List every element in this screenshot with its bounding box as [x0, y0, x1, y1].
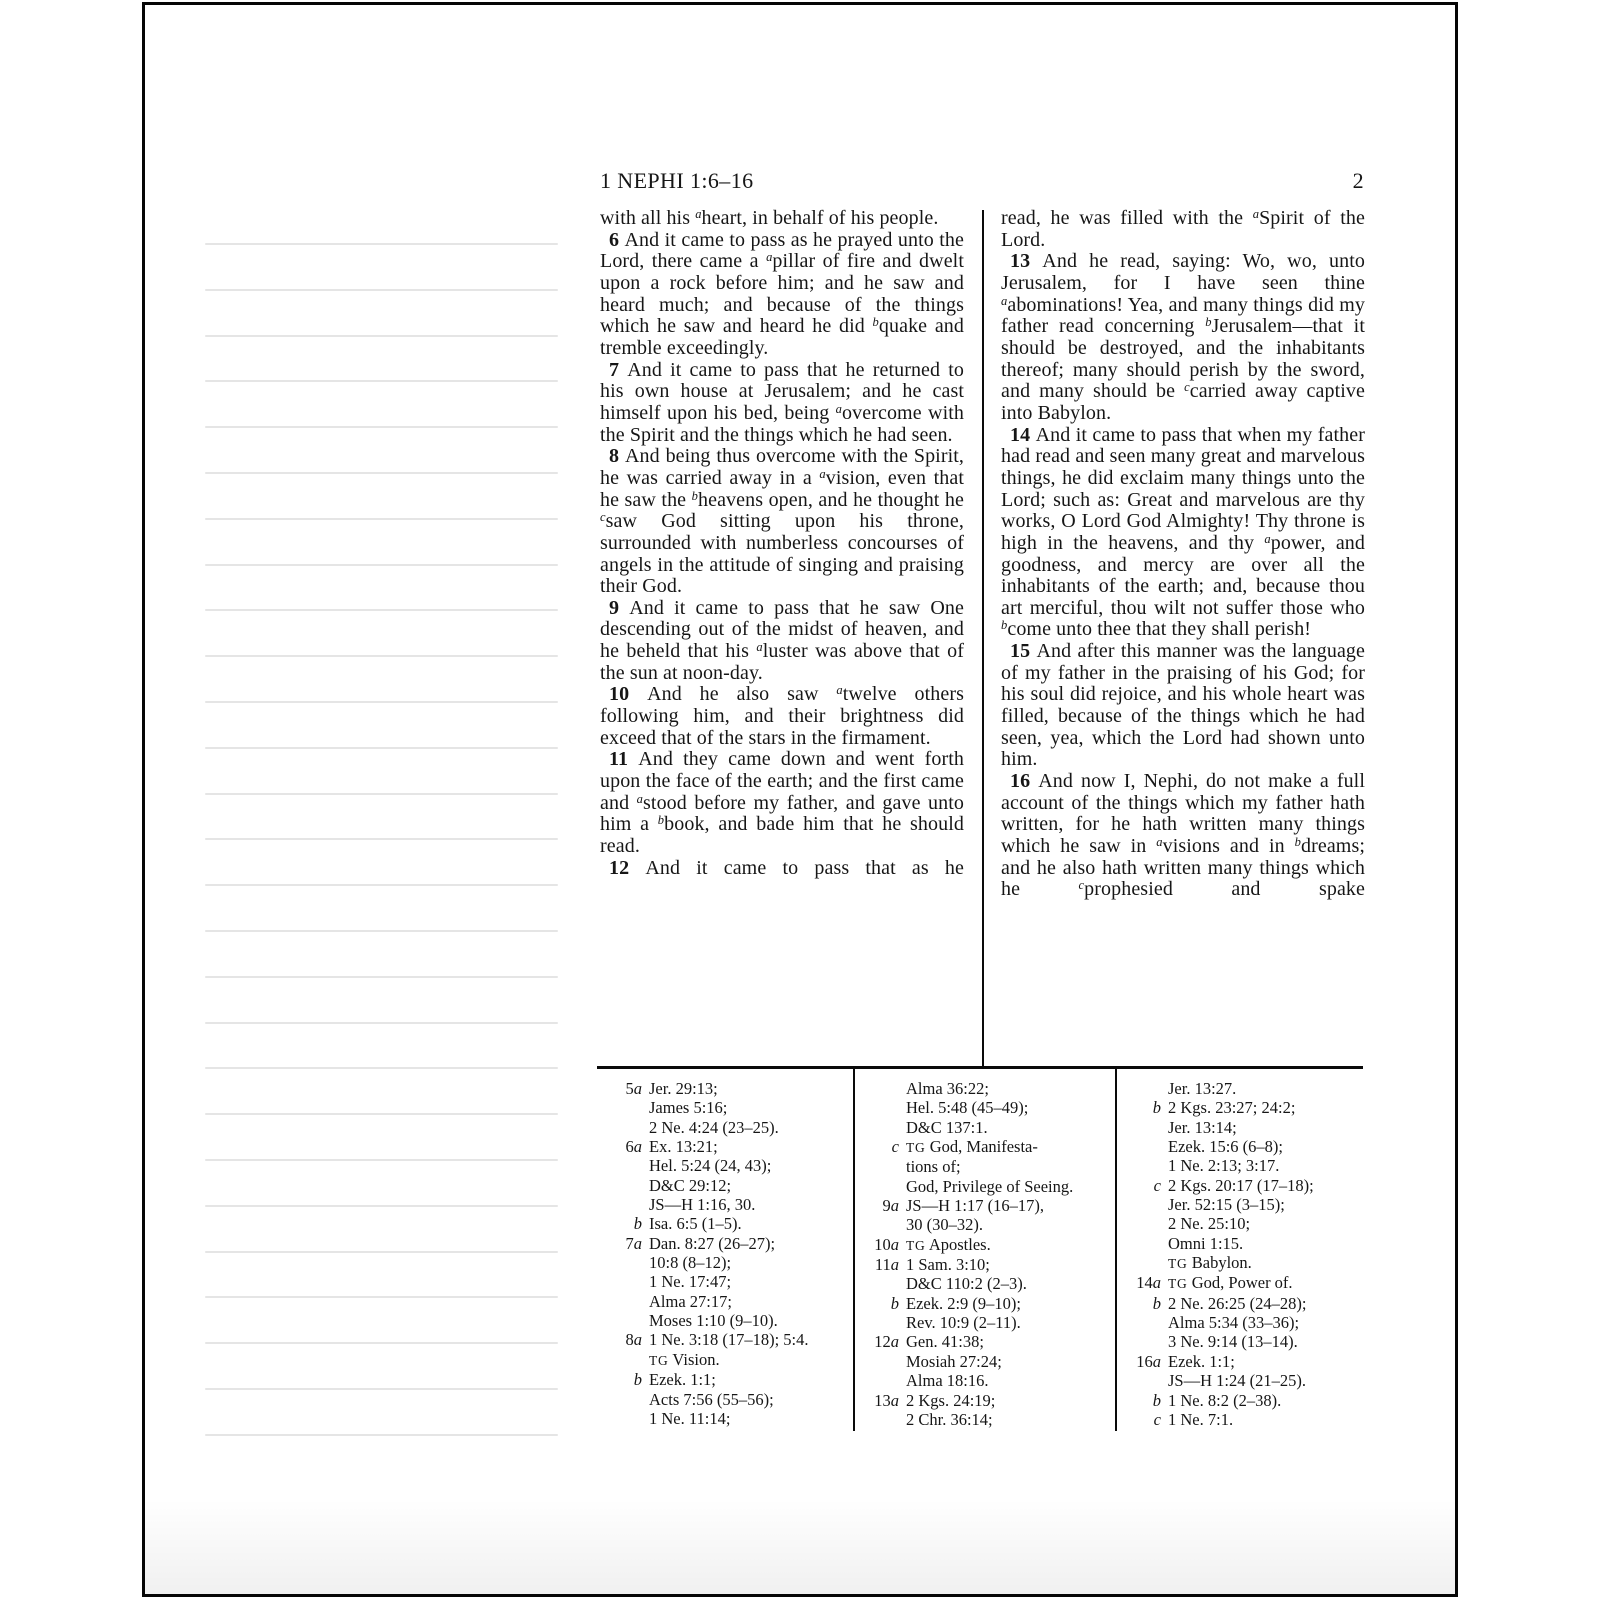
footnote-line	[857, 1177, 1111, 1196]
footnote-label	[857, 1313, 906, 1332]
footnote-label	[1119, 1118, 1168, 1137]
footnote-reference: TG God, Manifesta-	[906, 1137, 1038, 1157]
footnote-marker: a	[819, 466, 826, 481]
verse-8: 8 And being thus overcome with the Spirit, he was carried away in a $^a$vision, even that he saw the $^b$heavens open, and he thought he $^c$saw God sitting upon his throne, surrounded with numberless concourses of angels in the attitude of singing and praising their God.	[600, 445, 964, 598]
footnote-reference: Jer. 13:14;	[1168, 1117, 1237, 1137]
footnote-reference: 1 Ne. 8:2 (2–38).	[1168, 1390, 1282, 1410]
note-line	[205, 884, 558, 886]
footnote-label	[1119, 1195, 1168, 1214]
footnote-line	[1119, 1313, 1365, 1332]
footnote-line	[600, 1195, 850, 1214]
footnote-line	[1119, 1234, 1365, 1253]
footnote-label	[857, 1079, 906, 1098]
note-line	[205, 655, 558, 657]
note-line	[205, 1296, 558, 1298]
footnote-line	[600, 1137, 850, 1156]
verse-number: 12	[609, 856, 646, 879]
footnote-label: b	[633, 1214, 642, 1234]
footnote-reference: 2 Chr. 36:14;	[906, 1409, 993, 1429]
footnote-label	[857, 1157, 906, 1176]
footnote-reference: Moses 1:10 (9–10).	[649, 1311, 778, 1331]
footnote-reference: Ex. 13:21;	[649, 1137, 718, 1157]
verse-9: 9 And it came to pass that he saw One descending out of the midst of heaven, and he beheld that his $^a$luster was above that of the sun at noon-day.	[600, 596, 964, 684]
running-head	[600, 168, 1364, 194]
note-line	[205, 1434, 558, 1436]
footnote-separator-rule	[597, 1066, 1363, 1069]
footnote-label	[600, 1098, 649, 1117]
footnote-reference: TG Vision.	[649, 1349, 720, 1369]
footnote-line	[857, 1235, 1111, 1255]
note-line	[205, 243, 558, 245]
footnote-reference: 30 (30–32).	[906, 1215, 983, 1235]
note-line	[205, 1205, 558, 1207]
footnote-label: 14a	[1136, 1273, 1161, 1293]
footnote-column-1	[600, 1079, 850, 1431]
footnote-line	[600, 1098, 850, 1117]
footnote-marker: a	[836, 683, 843, 698]
footnote-reference: TG God, Power of.	[1168, 1273, 1293, 1293]
footnote-line	[600, 1409, 850, 1428]
footnote-label	[600, 1253, 649, 1272]
footnote-line	[857, 1098, 1111, 1117]
footnote-reference: 2 Ne. 4:24 (23–25).	[649, 1117, 779, 1137]
footnote-line	[857, 1137, 1111, 1157]
footnote-label	[857, 1274, 906, 1293]
footnote-label: b	[1152, 1098, 1161, 1118]
verse-number: 11	[609, 748, 639, 771]
footnote-line	[600, 1234, 850, 1253]
verse-continuation: with all his $^a$heart, in behalf of his people.	[600, 208, 939, 229]
footnote-label	[600, 1272, 649, 1291]
footnote-reference: 2 Kgs. 24:19;	[906, 1390, 996, 1410]
footnote-line	[857, 1079, 1111, 1098]
note-line	[205, 289, 558, 291]
footnote-label	[857, 1118, 906, 1137]
note-line	[205, 1159, 558, 1161]
footnote-marker: b	[1205, 315, 1212, 330]
body-column-left	[600, 208, 964, 1070]
note-line	[205, 930, 558, 932]
topical-guide-abbrev: TG	[1168, 1276, 1188, 1292]
footnote-line	[600, 1214, 850, 1233]
note-line	[205, 518, 558, 520]
footnote-line	[600, 1311, 850, 1330]
footnote-label	[600, 1156, 649, 1175]
page-title: 1 NEPHI 1:6–16	[600, 168, 754, 193]
verse-6: 6 And it came to pass as he prayed unto the Lord, there came a $^a$pillar of fire and dwelt upon a rock before him; and he saw and heard much; and because of the things which he saw and heard he did $^b$quake and tremble exceedingly.	[600, 228, 964, 359]
footnote-reference: Alma 5:34 (33–36);	[1168, 1313, 1300, 1333]
footnote-reference: D&C 137:1.	[906, 1117, 988, 1137]
footnote-reference: Jer. 13:27.	[1168, 1079, 1237, 1098]
footnote-label: c	[1153, 1175, 1161, 1195]
footnote-label	[600, 1409, 649, 1428]
topical-guide-abbrev: TG	[906, 1237, 926, 1253]
footnote-reference: 2 Kgs. 20:17 (17–18);	[1168, 1175, 1314, 1195]
footnote-reference: 1 Ne. 3:18 (17–18); 5:4.	[649, 1330, 809, 1350]
footnote-label	[600, 1350, 649, 1370]
verse-10: 10 And he also saw $^a$twelve others following him, and their brightness did exceed that of the stars in the firmament.	[600, 683, 964, 749]
footnote-label	[857, 1371, 906, 1390]
footnote-label	[857, 1177, 906, 1196]
note-line	[205, 609, 558, 611]
footnote-line	[1119, 1156, 1365, 1175]
footnote-line	[1119, 1214, 1365, 1233]
footnote-line	[857, 1352, 1111, 1371]
footnote-reference: 2 Ne. 25:10;	[1168, 1214, 1251, 1234]
verse-16: 16 And now I, Nephi, do not make a full account of the things which my father hath written, for he hath written many things which he saw in $^a$visions and in $^b$dreams; and he also hath written many things which he $^c$prophesied and spake	[1001, 770, 1365, 901]
note-line	[205, 1388, 558, 1390]
verse-number: 14	[1010, 423, 1036, 446]
footnote-marker: c	[600, 510, 606, 525]
footnote-line	[1119, 1079, 1365, 1098]
footnote-line	[857, 1215, 1111, 1234]
footnote-line	[857, 1313, 1111, 1332]
footnote-reference: Ezek. 1:1;	[1168, 1351, 1235, 1371]
footnote-label	[1119, 1253, 1168, 1273]
verse-number: 16	[1010, 770, 1039, 793]
footnote-reference: Ezek. 1:1;	[649, 1370, 716, 1390]
footnote-marker: a	[1001, 293, 1008, 308]
footnote-line	[857, 1332, 1111, 1351]
footnote-label: b	[890, 1293, 899, 1313]
footnote-reference: Acts 7:56 (55–56);	[649, 1389, 774, 1409]
footnote-marker: c	[1184, 380, 1190, 395]
footnote-reference: Hel. 5:24 (24, 43);	[649, 1156, 772, 1176]
footnote-line	[1119, 1294, 1365, 1313]
footnote-reference: 1 Ne. 11:14;	[649, 1408, 731, 1428]
note-line	[205, 701, 558, 703]
footnote-label	[857, 1098, 906, 1117]
footnote-label	[600, 1311, 649, 1330]
footnote-label: c	[891, 1137, 899, 1157]
footnote-reference: TG Babylon.	[1168, 1253, 1252, 1273]
footnote-label	[600, 1292, 649, 1311]
footnote-line	[1119, 1371, 1365, 1390]
footnote-line	[1119, 1273, 1365, 1293]
footnote-label	[857, 1410, 906, 1429]
footnote-reference: Hel. 5:48 (45–49);	[906, 1098, 1029, 1118]
footnote-reference: Ezek. 15:6 (6–8);	[1168, 1137, 1284, 1157]
verse-number: 13	[1010, 250, 1043, 273]
footnote-line	[857, 1294, 1111, 1313]
footnote-label: b	[1152, 1390, 1161, 1410]
footnote-label	[1119, 1079, 1168, 1098]
footnote-line	[857, 1255, 1111, 1274]
note-line	[205, 1113, 558, 1115]
footnote-line	[600, 1390, 850, 1409]
verse-15: 15 And after this manner was the language of my father in the praising of his God; for his soul did rejoice, and his whole heart was filled, because of the things which he had seen, yea, which the Lord had shown unto him.	[1001, 640, 1365, 771]
footnote-line	[600, 1350, 850, 1370]
note-line	[205, 976, 558, 978]
footnote-label	[1119, 1313, 1168, 1332]
footnote-line	[1119, 1137, 1365, 1156]
footnote-label	[600, 1118, 649, 1137]
note-line	[205, 1067, 558, 1069]
footnote-line	[600, 1272, 850, 1291]
footnote-reference: 2 Kgs. 23:27; 24:2;	[1168, 1098, 1296, 1118]
note-line	[205, 793, 558, 795]
column-divider-rule	[982, 210, 984, 1067]
footnote-line	[600, 1370, 850, 1389]
footnote-marker: a	[636, 791, 644, 806]
footnote-marker: a	[695, 208, 702, 221]
footnote-line	[1119, 1332, 1365, 1351]
footnote-label: 10a	[874, 1234, 899, 1254]
verse-14: 14 And it came to pass that when my father had read and seen many great and marvelous things, he did exclaim many things unto the Lord; such as: Great and marvelous are thy works, O Lord God Almighty! Thy throne is high in the heavens, and thy $^a$power, and goodness, and mercy are over all the inhabitants of the earth; and, because thou art merciful, thou wilt not suffer those who $^b$come unto thee that they shall perish!	[1001, 423, 1365, 641]
footnote-reference: TG Apostles.	[906, 1234, 991, 1254]
footnote-reference: 1 Ne. 2:13; 3:17.	[1168, 1156, 1280, 1176]
footnote-line	[1119, 1098, 1365, 1117]
footnote-line	[1119, 1253, 1365, 1273]
footnote-line	[1119, 1118, 1365, 1137]
topical-guide-abbrev: TG	[1168, 1256, 1188, 1272]
note-line	[205, 747, 558, 749]
footnote-label: 8a	[625, 1330, 642, 1350]
footnote-label	[1119, 1234, 1168, 1253]
verse-7: 7 And it came to pass that he returned to his own house at Jerusalem; and he cast himself upon his bed, being $^a$overcome with the Spirit and the things which he had seen.	[600, 358, 964, 446]
footnote-line	[1119, 1410, 1365, 1429]
footnote-marker: b	[872, 315, 879, 330]
note-line	[205, 1342, 558, 1344]
note-line	[205, 380, 558, 382]
footnote-label	[1119, 1156, 1168, 1175]
footnote-reference: Gen. 41:38;	[906, 1332, 984, 1352]
footnote-label	[1119, 1214, 1168, 1233]
footnote-line	[857, 1371, 1111, 1390]
footnote-line	[857, 1196, 1111, 1215]
footnote-label	[600, 1176, 649, 1195]
footnote-line	[600, 1330, 850, 1349]
footnote-line	[1119, 1195, 1365, 1214]
footnote-label	[1119, 1371, 1168, 1390]
footnote-label	[1119, 1332, 1168, 1351]
footnote-label: c	[1153, 1409, 1161, 1429]
footnote-label: 12a	[874, 1332, 899, 1352]
note-line	[205, 564, 558, 566]
verse-12: 12 And it came to pass that as he	[609, 856, 964, 879]
note-line	[205, 1251, 558, 1253]
footnote-line	[600, 1176, 850, 1195]
note-line	[205, 1022, 558, 1024]
footnote-label: 6a	[625, 1137, 642, 1157]
footnote-marker: a	[1156, 835, 1163, 850]
note-line	[205, 472, 558, 474]
page-bottom-shading	[145, 1499, 1455, 1594]
footnote-reference: 1 Sam. 3:10;	[906, 1255, 990, 1275]
verse-number: 8	[609, 445, 625, 468]
note-line	[205, 335, 558, 337]
verse-11: 11 And they came down and went forth upon the face of the earth; and the first came and $^a$stood before my father, and gave unto him a $^b$book, and bade him that he should read.	[600, 748, 964, 858]
footnote-reference: JS—H 1:17 (16–17),	[906, 1196, 1044, 1216]
footnote-reference: Dan. 8:27 (26–27);	[649, 1233, 776, 1253]
verse-number: 10	[609, 683, 648, 706]
verse-continuation: read, he was filled with the $^a$Spirit of the Lord.	[1001, 208, 1365, 251]
topical-guide-abbrev: TG	[649, 1352, 669, 1368]
note-line	[205, 838, 558, 840]
footnote-label	[857, 1215, 906, 1234]
footnote-line	[857, 1157, 1111, 1176]
footnote-reference: Isa. 6:5 (1–5).	[649, 1214, 742, 1234]
verse-number: 15	[1010, 640, 1037, 663]
footnote-marker: b	[657, 813, 665, 828]
footnote-reference: Mosiah 27:24;	[906, 1351, 1002, 1371]
verse-number: 6	[609, 228, 625, 251]
footnote-reference: JS—H 1:16, 30.	[649, 1195, 756, 1215]
footnote-label: 5a	[625, 1079, 642, 1098]
footnote-reference: tions of;	[906, 1157, 961, 1177]
footnote-reference: Rev. 10:9 (2–11).	[906, 1313, 1021, 1333]
footnote-column-divider-2	[1115, 1069, 1117, 1431]
footnote-reference: Alma 36:22;	[906, 1079, 989, 1098]
footnote-marker: a	[1264, 531, 1271, 546]
footnote-label: 16a	[1136, 1351, 1161, 1371]
footnote-reference: 10:8 (8–12);	[649, 1253, 732, 1273]
footnote-reference: Ezek. 2:9 (9–10);	[906, 1293, 1022, 1313]
footnote-reference: Jer. 29:13;	[649, 1079, 718, 1098]
footnote-reference: D&C 110:2 (2–3).	[906, 1274, 1027, 1294]
footnote-reference: 1 Ne. 7:1.	[1168, 1409, 1234, 1429]
footnote-line	[600, 1156, 850, 1175]
footnote-line	[857, 1274, 1111, 1293]
footnote-label	[1119, 1137, 1168, 1156]
footnote-marker: c	[1078, 878, 1085, 893]
footnote-marker: a	[835, 401, 843, 416]
footnote-marker: a	[756, 640, 763, 655]
footnote-reference: Jer. 52:15 (3–15);	[1168, 1195, 1285, 1215]
footnote-label: b	[1152, 1293, 1161, 1313]
footnote-marker: b	[691, 488, 698, 503]
margin-note-lines	[205, 5, 558, 1594]
footnote-label: 9a	[882, 1196, 899, 1216]
footnote-line	[600, 1118, 850, 1137]
footnote-line	[600, 1253, 850, 1272]
footnote-reference: JS—H 1:24 (21–25).	[1168, 1371, 1306, 1391]
footnote-column-3	[1119, 1079, 1365, 1431]
footnote-line	[857, 1391, 1111, 1410]
footnote-label: 7a	[625, 1233, 642, 1253]
verse-number: 7	[609, 358, 628, 381]
page-number: 2	[1352, 168, 1364, 193]
footnote-label	[600, 1195, 649, 1214]
footnote-line	[600, 1079, 850, 1098]
footnote-reference: Omni 1:15.	[1168, 1233, 1244, 1253]
footnote-line	[1119, 1176, 1365, 1195]
body-column-right	[1001, 208, 1365, 1070]
footnote-column-2	[857, 1079, 1111, 1431]
footnote-reference: 2 Ne. 26:25 (24–28);	[1168, 1293, 1307, 1313]
footnote-marker: a	[1252, 208, 1260, 221]
footnote-reference: God, Privilege of Seeing.	[906, 1176, 1074, 1196]
verse-13: 13 And he read, saying: Wo, wo, unto Jerusalem, for I have seen thine $^a$abominations! Yea, and many things did my father read concerning $^b$Jerusalem—that it should be destroyed, and the inhabitants thereof; many should perish by the sword, and many should be $^c$carried away captive into Babylon.	[1001, 250, 1365, 424]
footnote-label	[857, 1352, 906, 1371]
scripture-page	[142, 2, 1458, 1597]
footnote-marker: b	[1294, 835, 1301, 850]
footnote-label: 13a	[874, 1390, 899, 1410]
note-line	[205, 426, 558, 428]
footnote-line	[600, 1292, 850, 1311]
footnote-line	[857, 1118, 1111, 1137]
verse-number: 9	[609, 596, 630, 619]
footnote-reference: D&C 29:12;	[649, 1175, 732, 1195]
footnote-reference: Alma 27:17;	[649, 1291, 732, 1311]
footnote-line	[1119, 1391, 1365, 1410]
footnote-line	[1119, 1352, 1365, 1371]
topical-guide-abbrev: TG	[906, 1140, 926, 1156]
footnote-reference: 1 Ne. 17:47;	[649, 1272, 732, 1292]
footnote-reference: 3 Ne. 9:14 (13–14).	[1168, 1332, 1298, 1352]
footnote-label: b	[633, 1370, 642, 1390]
footnote-label: 11a	[874, 1255, 899, 1275]
footnote-marker: a	[766, 250, 773, 265]
footnote-column-divider-1	[853, 1069, 855, 1431]
footnote-line	[857, 1410, 1111, 1429]
footnote-marker: b	[1001, 618, 1008, 633]
footnote-label	[600, 1390, 649, 1409]
footnote-reference: Alma 18:16.	[906, 1371, 989, 1391]
footnote-reference: James 5:16;	[649, 1098, 728, 1118]
